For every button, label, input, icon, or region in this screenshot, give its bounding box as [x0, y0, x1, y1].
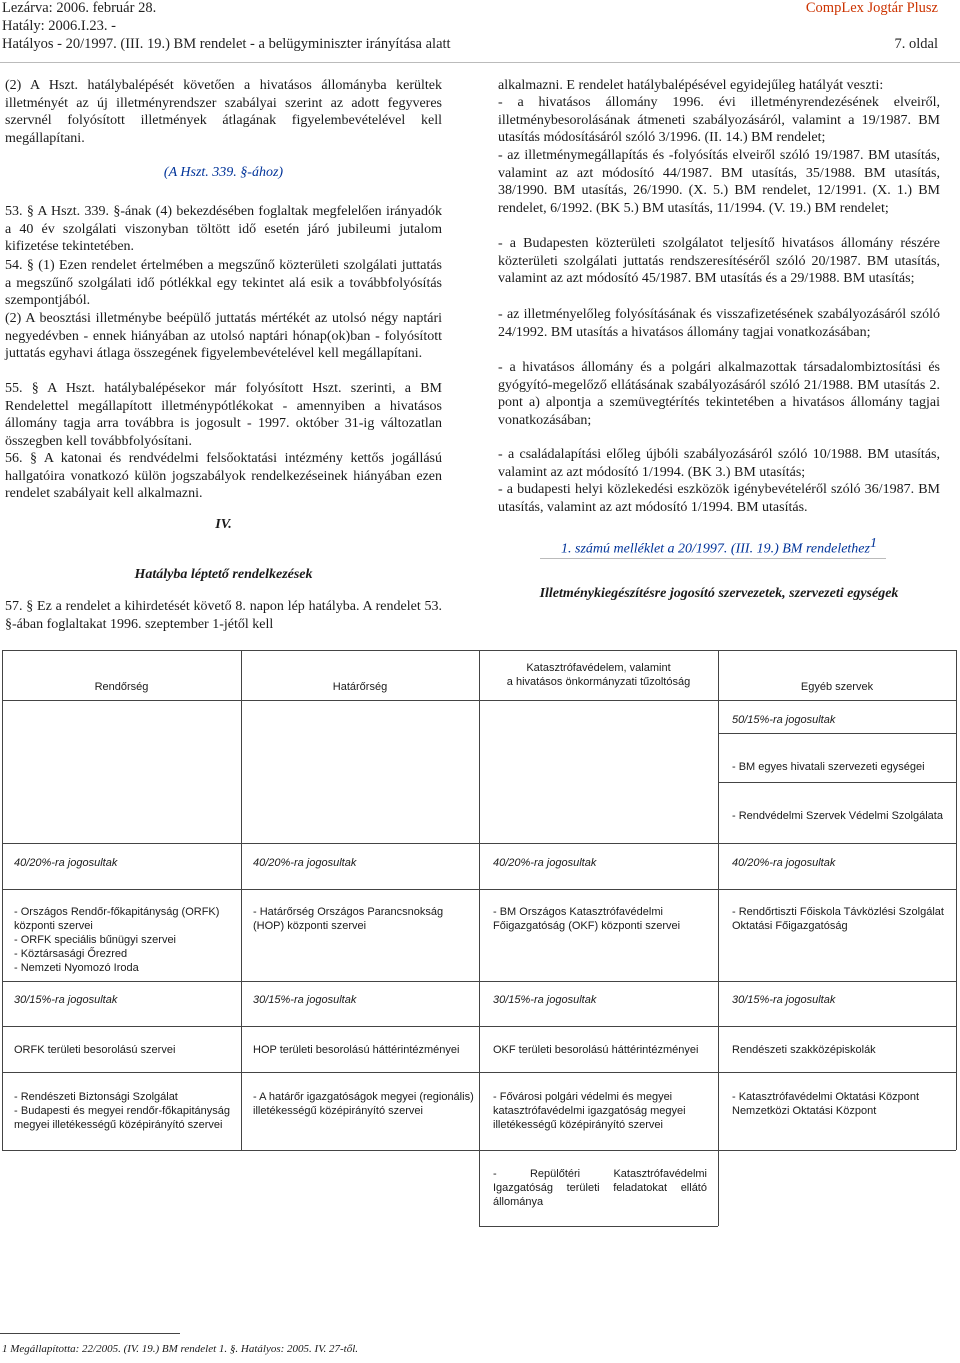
footnote: 1 Megállapította: 22/2005. (IV. 19.) BM rendelet 1. §. Hatályos: 2005. IV. 27-től. [2, 1343, 359, 1355]
paragraph-56: 56. § A katonai és rendvédelmi felsőoktatási intézmény kettős jogállású hallgatóira vonatkozó külön jogszabályok rendelkezéseinek hiányában ezen rendelet szabályait kell alkalmazni. [5, 451, 442, 502]
header-brand: CompLex Jogtár Plusz [805, 0, 938, 16]
repeal-item-6: - a családalapítási előleg újbóli szabályozásáról szóló 10/1988. BM utasítás, valamint az azt módosító 1/1994. (BK 3.) BM utasítás; [498, 447, 940, 480]
table-header-other: Egyéb szervek [800, 681, 874, 693]
table-cell-border-40: - Határőrség Országos Parancsnokság (HOP) központi szervei [253, 906, 444, 932]
paragraph-57-cont: alkalmazni. E rendelet hatálybalépésével egyidejűleg hatályát veszti: [498, 78, 884, 93]
table-cell-border-30a: HOP területi besorolású háttérintézményei [253, 1044, 460, 1056]
table-rate-40: 40/20%-ra jogosultak [732, 857, 836, 869]
paragraph-52-2: (2) A Hszt. hatálybalépését követően a hivatásos állományba kerültek illetményét az új illetményrendszer szabályai szerint az adott fegyveres szervnél folyósított illetmények átlagának figyelembevételével kell megállapítani. [5, 78, 442, 146]
repeal-item-2: - az illetménymegállapítás és -folyósítás elveiről szóló 19/1987. BM utasítás, valamint az azt módosító 44/1987. BM utasítás, 35/1988. BM utasítás, 38/1990. BM utasítás, 26/1990. (X. 5.) BM rendelet, 12/1991. (X. 1.) BM rendelet, 6/1992. (BK 5.) BM utasítás, 11/1994. (V. 19.) BM rendelet; [498, 148, 940, 216]
repeal-item-1: - a hivatásos állomány 1996. évi illetményrendezésének elveiről, illetménybesorolásának átmeneti szabályozásáról, valamint a 19/1987. BM utasítás módosításáról szóló 3/1996. (II. 14.) BM rendelet; [498, 95, 940, 146]
table-border [718, 733, 956, 734]
left-column [5, 77, 442, 148]
table-cell-bm-units: - BM egyes hivatali szervezeti egységei [732, 761, 925, 773]
table-cell-other-30a: Rendészeti szakközépiskolák [732, 1044, 876, 1056]
section-reference[interactable]: (A Hszt. 339. §-ához) [163, 165, 284, 180]
repeal-item-5: - a hivatásos állomány és a polgári alkalmazottak társadalombiztosítási és gyógyító-megelőző ellátásának szabályozásáról szóló 21/1988. BM utasítás 2. pont a) alpontja a szemüvegtérítés tekintetében a hivatásos állomány tagjai vonatkozásában; [498, 360, 940, 428]
table-rate-40: 40/20%-ra jogosultak [493, 857, 597, 869]
table-border [718, 782, 956, 783]
header-effective-date: Hatály: 2006.I.23. - [2, 18, 116, 34]
table-cell-other-30b: - Katasztrófavédelmi Oktatási Központ Nemzetközi Oktatási Központ [732, 1091, 920, 1117]
table-border [479, 1226, 718, 1227]
repeal-item-7: - a budapesti helyi közlekedési eszközök igénybevételéről szóló 36/1987. BM utasítás, valamint az azt módosító 1/1994. BM utasítás. [498, 482, 940, 515]
table-rate-30: 30/15%-ra jogosultak [493, 994, 597, 1006]
annex-reference[interactable] [498, 535, 940, 558]
table-cell-police-30a: ORFK területi besorolású szervei [14, 1044, 176, 1056]
chapter-title: Hatályba léptető rendelkezések [134, 567, 313, 582]
annex-reference-text: 1. számú melléklet a 20/1997. (III. 19.) BM rendelethez [561, 541, 870, 557]
table-border [2, 650, 3, 1150]
table-cell-police-40: - Országos Rendőr-főkapitányság (ORFK) központi szervei - ORFK speciális bűnügyi szervei - Köztársasági Őrezred - Nemzeti Nyomozó Iroda [14, 906, 220, 974]
chapter-number: IV. [215, 517, 232, 532]
paragraph-53: 53. § A Hszt. 339. §-ának (4) bekezdésében foglaltak megfelelően irányadók a 40 év szolgálati viszonyban töltött idő esetén járó jubileumi jutalom kifizetése tekintetében. [5, 204, 442, 255]
table-header-disaster: Katasztrófavédelem, valamint a hivatásos önkormányzati tűzoltóság [506, 662, 691, 688]
table-rate-40: 40/20%-ra jogosultak [253, 857, 357, 869]
table-cell-border-30b: - A határőr igazgatóságok megyei (regionális) illetékességű középirányító szervei [253, 1091, 474, 1117]
table-cell-other-40: - Rendőrtiszti Főiskola Távközlési Szolgálat Oktatási Főigazgatóság [732, 906, 944, 932]
table-cell-disaster-30c: - Repülőtéri Katasztrófavédelmi Igazgatóság területi feladatokat ellátó állománya [493, 1168, 707, 1208]
table-cell-police-30b: - Rendészeti Biztonsági Szolgálat - Budapesti és megyei rendőr-főkapitányság megyei illetékességű középirányító szervei [14, 1091, 230, 1131]
table-cell-protection-service: - Rendvédelmi Szervek Védelmi Szolgálata [732, 810, 943, 822]
table-border [718, 650, 719, 1226]
paragraph-55: 55. § A Hszt. hatálybalépésekor már folyósított Hszt. szerinti, a BM Rendelettel megállapított illetménypótlékokat - amennyiben a hivatásos állomány tagja arra továbbra is jogosult - 1997. október 31-ig változatlan összegben kell továbbfolyósítani. [5, 381, 442, 449]
table-rate-30: 30/15%-ra jogosultak [14, 994, 118, 1006]
paragraph-57: 57. § Ez a rendelet a kihirdetését követő 8. napon lép hatályba. A rendelet 53. §-ában foglaltakat 1996. szeptember 1-jétől kell [5, 599, 442, 632]
annex-title: Illetménykiegészítésre jogosító szervezetek, szervezeti egységek [539, 586, 899, 601]
table-border [241, 650, 242, 1150]
table-header-police: Rendőrség [94, 681, 149, 693]
header-closed-date: Lezárva: 2006. február 28. [2, 0, 157, 16]
table-cell-disaster-30a: OKF területi besorolású háttérintézményei [493, 1044, 699, 1056]
paragraph-54-2: (2) A beosztási illetménybe beépülő juttatás mértékét az utolsó négy naptári negyedévben - ennek hiányában az utolsó naptári hónap(ok)ban - folyósított juttatás egyhavi átlaga összegének figyelembevételével kell megállapítani. [5, 311, 442, 362]
paragraph-54-1: 54. § (1) Ezen rendelet értelmében a megszűnő közterületi szolgálati juttatás a megszűnő szolgálati idő pótlékkal egy tekintet alá esik a továbbfolyósítás szempontjából. [5, 258, 442, 309]
annex-rule [540, 558, 886, 559]
table-rate-40: 40/20%-ra jogosultak [14, 857, 118, 869]
header-page-number: 7. oldal [894, 36, 938, 52]
header-rule [0, 62, 960, 63]
table-header-border-guard: Határőrség [332, 681, 388, 693]
repeal-item-3: - a Budapesten közterületi szolgálatot teljesítő hivatásos állomány részére közterületi szolgálati juttatás rendszeresítéséről szóló 20/1987. BM utasítás, valamint az azt módosító 45/1987. BM utasítás és a 29/1988. BM utasítás; [498, 236, 940, 287]
header-document-title: Hatályos - 20/1997. (III. 19.) BM rendelet - a belügyminiszter irányítása alatt [2, 36, 451, 52]
table-border [956, 650, 957, 1150]
table-rate-30: 30/15%-ra jogosultak [732, 994, 836, 1006]
table-cell-disaster-30b: - Fővárosi polgári védelmi és megyei katasztrófavédelmi igazgatóság megyei illetékességű középirányító szervei [493, 1091, 686, 1131]
table-rate-30: 30/15%-ra jogosultak [253, 994, 357, 1006]
repeal-item-4: - az illetményelőleg folyósításának és visszafizetésének szabályozásáról szóló 24/1992. BM utasítás a hivatásos állomány tagjai vonatkozásában; [498, 307, 940, 340]
table-cell-disaster-40: - BM Országos Katasztrófavédelmi Főigazgatóság (OKF) központi szervei [493, 906, 681, 932]
footnote-marker[interactable]: 1 [869, 536, 877, 551]
table-rate-50: 50/15%-ra jogosultak [732, 714, 836, 726]
footnote-rule [0, 1333, 180, 1334]
table-border [479, 650, 480, 1226]
